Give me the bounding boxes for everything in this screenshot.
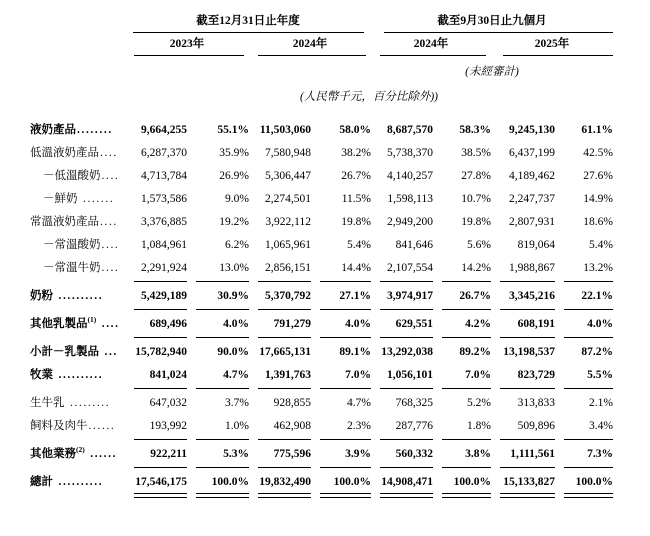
cell-amount: 9,664,255 <box>141 124 187 136</box>
table-row <box>30 211 613 234</box>
cell-amount: 5,429,189 <box>125 285 187 313</box>
row-label <box>30 415 125 443</box>
cell-percent: 4.0% <box>311 313 371 341</box>
table-row <box>30 165 613 188</box>
cell-percent: 11.5% <box>341 193 371 205</box>
table-row <box>30 188 613 211</box>
cell-percent: 1.0% <box>187 415 249 443</box>
row-label-text: －常溫牛奶 <box>43 262 101 274</box>
cell-amount: 819,064 <box>517 239 555 251</box>
cell-amount: 17,665,131 <box>259 346 311 358</box>
cell-amount: 6,287,370 <box>141 147 187 159</box>
currency-unit-note: (人民幣千元，百分比除外)) <box>300 91 438 103</box>
cell-percent: 7.0% <box>433 364 491 392</box>
table-row <box>30 341 613 364</box>
cell-percent: 1.8% <box>433 415 491 443</box>
cell-percent: 42.5% <box>583 147 613 159</box>
cell-percent: 38.5% <box>461 147 491 159</box>
cell-amount: 11,503,060 <box>259 124 311 136</box>
cell-amount: 13,292,038 <box>381 346 433 358</box>
table-row <box>30 392 613 415</box>
row-label-text: 奶粉 <box>30 290 53 302</box>
row-label-text: 液奶產品 <box>30 124 76 136</box>
table-row <box>30 415 613 443</box>
cell-amount: 4,140,257 <box>387 170 433 182</box>
cell-percent: 3.7% <box>225 397 249 409</box>
year-2025-9m-header: 2025年 <box>491 33 613 56</box>
prospectus-revenue-table-page <box>0 14 650 536</box>
cell-amount: 2,247,737 <box>509 193 555 205</box>
cell-amount: 2,949,200 <box>387 216 433 228</box>
cell-amount: 6,437,199 <box>509 147 555 159</box>
fiscal-year-period-header: 截至12月31日止年度 <box>125 14 371 33</box>
cell-amount: 1,573,586 <box>141 193 187 205</box>
year-2023-header: 2023年 <box>125 33 249 56</box>
cell-amount: 15,133,827 <box>491 471 555 499</box>
cell-percent: 61.1% <box>581 124 613 136</box>
row-label <box>30 471 125 499</box>
cell-amount: 823,729 <box>491 364 555 392</box>
revenue-breakdown-table <box>30 14 613 499</box>
row-label <box>30 341 125 364</box>
cell-percent: 90.0% <box>217 346 249 358</box>
cell-percent: 5.4% <box>347 239 371 251</box>
cell-amount: 922,211 <box>125 443 187 471</box>
cell-amount: 841,646 <box>395 239 433 251</box>
footnote-marker: (2) <box>76 445 85 455</box>
cell-percent: 89.2% <box>459 346 491 358</box>
table-row <box>30 471 613 499</box>
currency-note-row <box>30 79 613 104</box>
cell-percent: 14.2% <box>433 257 491 285</box>
cell-amount: 1,598,113 <box>387 193 433 205</box>
cell-percent: 19.8% <box>461 216 491 228</box>
cell-percent: 5.3% <box>187 443 249 471</box>
cell-amount: 14,908,471 <box>371 471 433 499</box>
header-spacer <box>30 79 125 104</box>
header-spacer <box>30 33 125 56</box>
cell-amount: 775,596 <box>249 443 311 471</box>
cell-amount: 193,992 <box>125 415 187 443</box>
cell-percent: 7.3% <box>555 443 613 471</box>
table-row <box>30 257 613 285</box>
cell-percent: 26.7% <box>341 170 371 182</box>
dot-leader: ...... <box>88 420 116 432</box>
cell-amount: 2,274,501 <box>265 193 311 205</box>
cell-amount: 1,084,961 <box>141 239 187 251</box>
cell-amount: 560,332 <box>371 443 433 471</box>
cell-amount: 3,974,917 <box>371 285 433 313</box>
cell-amount: 4,713,784 <box>141 170 187 182</box>
cell-percent: 4.7% <box>187 364 249 392</box>
row-label <box>30 313 125 341</box>
footnote-marker: (1) <box>87 315 97 325</box>
cell-percent: 26.9% <box>219 170 249 182</box>
cell-amount: 689,496 <box>125 313 187 341</box>
table-row <box>30 142 613 165</box>
cell-percent: 100.0% <box>311 471 371 499</box>
cell-percent: 100.0% <box>433 471 491 499</box>
cell-amount: 1,988,867 <box>491 257 555 285</box>
cell-amount: 8,687,570 <box>387 124 433 136</box>
cell-amount: 629,551 <box>371 313 433 341</box>
cell-percent: 4.0% <box>555 313 613 341</box>
cell-percent: 7.0% <box>311 364 371 392</box>
row-label <box>30 211 125 234</box>
cell-amount: 15,782,940 <box>135 346 187 358</box>
unaudited-note-row <box>30 56 613 79</box>
cell-amount: 2,107,554 <box>371 257 433 285</box>
dot-leader: .... <box>101 170 120 182</box>
row-label <box>30 234 125 257</box>
cell-percent: 22.1% <box>555 285 613 313</box>
cell-amount: 287,776 <box>371 415 433 443</box>
cell-percent: 3.9% <box>311 443 371 471</box>
cell-amount: 768,325 <box>395 397 433 409</box>
cell-percent: 2.3% <box>311 415 371 443</box>
dot-leader: .......... <box>54 369 104 381</box>
dot-leader: ... <box>100 346 118 358</box>
table-row <box>30 443 613 471</box>
row-label-text: 常溫液奶產品 <box>30 216 99 228</box>
cell-percent: 9.0% <box>225 193 249 205</box>
cell-percent: 87.2% <box>581 346 613 358</box>
row-label <box>30 188 125 211</box>
cell-amount: 7,580,948 <box>265 147 311 159</box>
cell-amount: 5,738,370 <box>387 147 433 159</box>
row-label <box>30 392 125 415</box>
row-label-text: －常溫酸奶 <box>43 239 101 251</box>
year-2024-9m-header: 2024年 <box>371 33 491 56</box>
cell-amount: 928,855 <box>273 397 311 409</box>
dot-leader: .... <box>100 147 118 159</box>
row-label <box>30 165 125 188</box>
dot-leader: ...... <box>85 448 118 460</box>
cell-amount: 1,065,961 <box>265 239 311 251</box>
row-label-text: 牧業 <box>30 369 53 381</box>
cell-percent: 19.2% <box>219 216 249 228</box>
cell-percent: 58.0% <box>339 124 371 136</box>
cell-percent: 5.4% <box>589 239 613 251</box>
cell-percent: 26.7% <box>433 285 491 313</box>
cell-amount: 608,191 <box>491 313 555 341</box>
cell-percent: 27.8% <box>461 170 491 182</box>
row-label-text: 其他乳製品 <box>30 318 88 330</box>
cell-amount: 2,856,151 <box>249 257 311 285</box>
dot-leader: ........ <box>77 124 113 136</box>
cell-amount: 17,546,175 <box>125 471 187 499</box>
cell-percent: 58.3% <box>459 124 491 136</box>
cell-percent: 18.6% <box>583 216 613 228</box>
cell-percent: 38.2% <box>341 147 371 159</box>
table-row <box>30 104 613 142</box>
cell-amount: 313,833 <box>517 397 555 409</box>
row-label-text: 生牛乳 <box>30 397 65 409</box>
period-header-row <box>30 14 613 33</box>
cell-amount: 647,032 <box>149 397 187 409</box>
cell-amount: 5,370,792 <box>249 285 311 313</box>
cell-percent: 10.7% <box>461 193 491 205</box>
row-label-text: 總計 <box>30 476 53 488</box>
cell-amount: 841,024 <box>125 364 187 392</box>
cell-amount: 9,245,130 <box>509 124 555 136</box>
row-label <box>30 285 125 313</box>
year-2024-header: 2024年 <box>249 33 371 56</box>
cell-amount: 462,908 <box>249 415 311 443</box>
row-label-text: 飼料及肉牛 <box>30 420 88 432</box>
row-label <box>30 104 125 142</box>
cell-percent: 89.1% <box>339 346 371 358</box>
table-row <box>30 364 613 392</box>
row-label-text: 低溫液奶產品 <box>30 147 99 159</box>
year-header-row <box>30 33 613 56</box>
cell-amount: 13,198,537 <box>503 346 555 358</box>
cell-percent: 2.1% <box>589 397 613 409</box>
dot-leader: ......... <box>65 397 111 409</box>
table-row <box>30 285 613 313</box>
unaudited-note: (未經審計) <box>465 66 519 78</box>
cell-percent: 30.9% <box>187 285 249 313</box>
table-row <box>30 234 613 257</box>
cell-percent: 35.9% <box>219 147 249 159</box>
dot-leader: .......... <box>54 476 104 488</box>
dot-leader: .......... <box>54 290 104 302</box>
cell-percent: 13.0% <box>187 257 249 285</box>
header-spacer <box>30 14 125 33</box>
row-label <box>30 257 125 285</box>
cell-amount: 1,056,101 <box>371 364 433 392</box>
row-label-text: 小計－乳製品 <box>30 346 99 358</box>
cell-amount: 3,376,885 <box>141 216 187 228</box>
cell-amount: 791,279 <box>249 313 311 341</box>
cell-percent: 5.5% <box>555 364 613 392</box>
cell-percent: 3.4% <box>555 415 613 443</box>
cell-percent: 4.0% <box>187 313 249 341</box>
cell-percent: 4.2% <box>433 313 491 341</box>
cell-amount: 3,922,112 <box>265 216 311 228</box>
header-spacer <box>30 56 371 79</box>
table-body <box>30 104 613 499</box>
cell-percent: 6.2% <box>225 239 249 251</box>
cell-percent: 13.2% <box>555 257 613 285</box>
cell-amount: 4,189,462 <box>509 170 555 182</box>
cell-percent: 4.7% <box>347 397 371 409</box>
nine-month-period-header: 截至9月30日止九個月 <box>371 14 613 33</box>
dot-leader: .... <box>101 262 120 274</box>
row-label-text: －鮮奶 <box>43 193 78 205</box>
cell-amount: 5,306,447 <box>265 170 311 182</box>
cell-amount: 19,832,490 <box>249 471 311 499</box>
dot-leader: .... <box>100 216 118 228</box>
cell-percent: 27.1% <box>311 285 371 313</box>
cell-percent: 3.8% <box>433 443 491 471</box>
row-label-text: －低溫酸奶 <box>43 170 101 182</box>
cell-amount: 2,807,931 <box>509 216 555 228</box>
cell-percent: 5.6% <box>467 239 491 251</box>
cell-percent: 14.9% <box>583 193 613 205</box>
cell-amount: 509,896 <box>491 415 555 443</box>
cell-percent: 27.6% <box>583 170 613 182</box>
cell-percent: 14.4% <box>311 257 371 285</box>
cell-percent: 19.8% <box>341 216 371 228</box>
cell-percent: 100.0% <box>187 471 249 499</box>
cell-amount: 1,111,561 <box>491 443 555 471</box>
dot-leader: ....... <box>78 193 115 205</box>
table-row <box>30 313 613 341</box>
cell-percent: 5.2% <box>467 397 491 409</box>
dot-leader: .... <box>101 239 120 251</box>
cell-percent: 55.1% <box>217 124 249 136</box>
row-label <box>30 364 125 392</box>
row-label <box>30 443 125 471</box>
row-label-text: 其他業務 <box>30 448 76 460</box>
row-label <box>30 142 125 165</box>
dot-leader: .... <box>97 318 120 330</box>
cell-amount: 1,391,763 <box>249 364 311 392</box>
cell-amount: 2,291,924 <box>125 257 187 285</box>
cell-amount: 3,345,216 <box>491 285 555 313</box>
cell-percent: 100.0% <box>555 471 613 499</box>
